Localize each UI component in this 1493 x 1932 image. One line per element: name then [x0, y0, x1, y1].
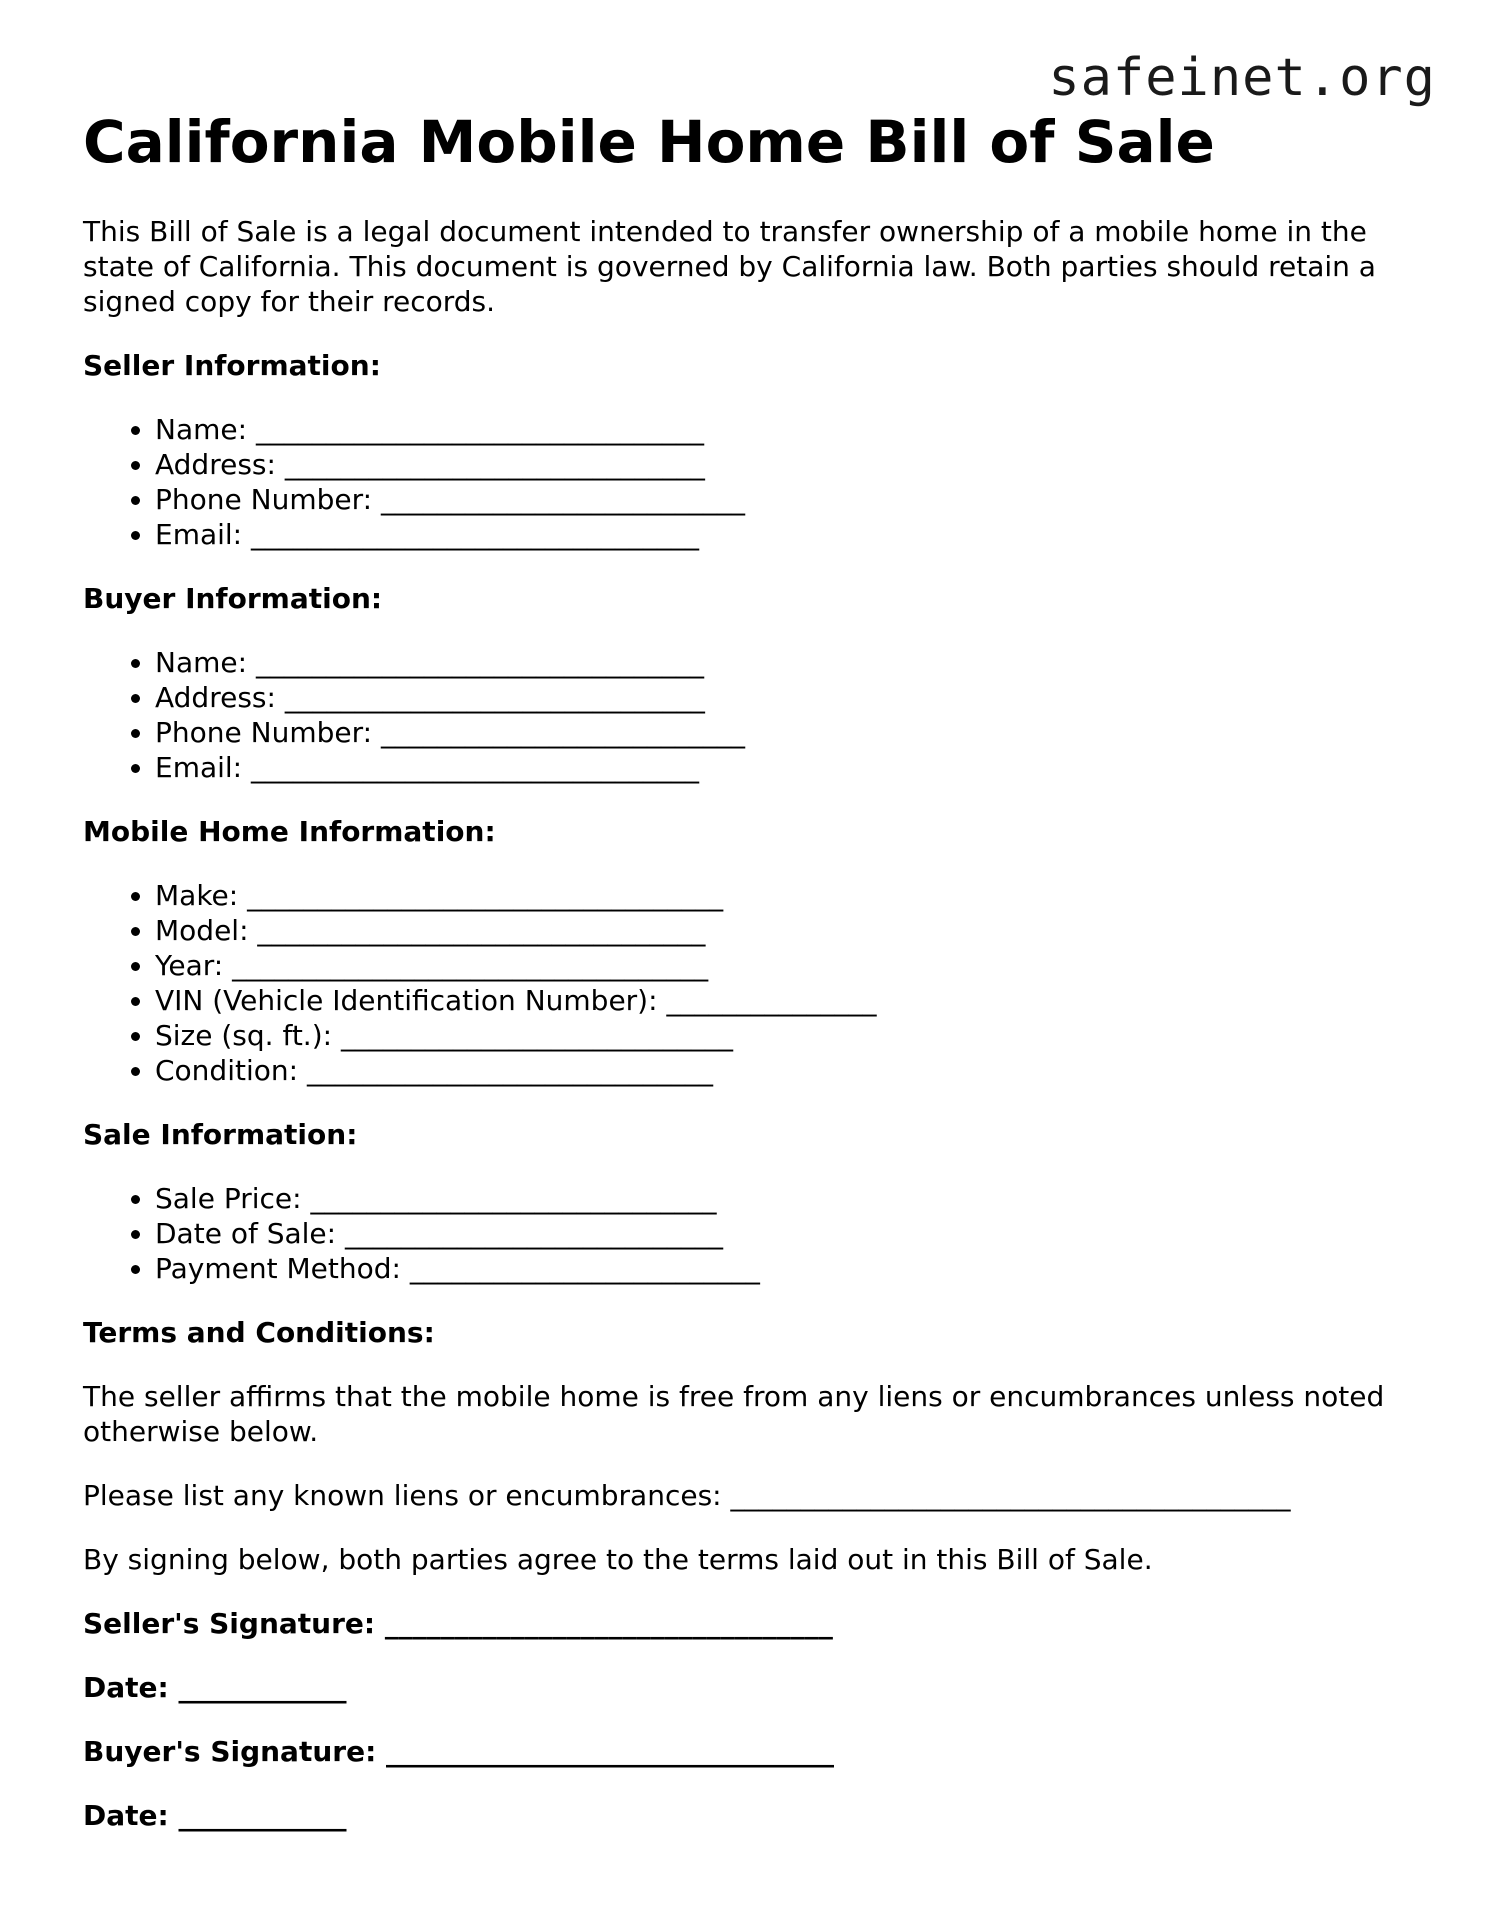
seller-date-line: Date: ____________ — [83, 1671, 347, 1704]
liens-field: Please list any known liens or encumbrances: ________________________________________ — [83, 1479, 1291, 1512]
vin-field: • VIN (Vehicle Identification Number): _______________ — [155, 983, 1423, 1018]
seller-address-field: • Address: ______________________________ — [155, 447, 1423, 482]
buyer-phone-field: • Phone Number: __________________________ — [155, 715, 1423, 750]
year-field: • Year: __________________________________ — [155, 948, 1423, 983]
terms-heading: Terms and Conditions: — [83, 1316, 435, 1349]
buyer-signature-line: Buyer's Signature: ________________________________ — [83, 1735, 835, 1768]
sale-price-field: • Sale Price: _____________________________ — [155, 1181, 1423, 1216]
buyer-email-field: • Email: ________________________________ — [155, 750, 1423, 785]
model-field: • Model: ________________________________ — [155, 913, 1423, 948]
seller-name-field: • Name: ________________________________ — [155, 412, 1423, 447]
seller-info-heading: Seller Information: — [83, 349, 381, 382]
seller-email-field: • Email: ________________________________ — [155, 517, 1423, 552]
seller-signature-line: Seller's Signature: ________________________________ — [83, 1607, 833, 1640]
mobile-home-info-heading: Mobile Home Information: — [83, 815, 496, 848]
buyer-name-field: • Name: ________________________________ — [155, 645, 1423, 680]
sale-info-heading: Sale Information: — [83, 1118, 358, 1151]
seller-phone-field: • Phone Number: __________________________ — [155, 482, 1423, 517]
document-title: California Mobile Home Bill of Sale — [83, 108, 1215, 176]
seller-info-list — [83, 412, 1423, 552]
sale-info-list — [83, 1181, 1423, 1286]
watermark: safeinet.org — [1048, 48, 1436, 108]
document-page — [83, 108, 1423, 1833]
condition-field: • Condition: _____________________________ — [155, 1053, 1423, 1088]
agreement-paragraph: By signing below, both parties agree to the terms laid out in this Bill of Sale. — [83, 1543, 1153, 1576]
buyer-info-list — [83, 645, 1423, 785]
mobile-home-info-list — [83, 878, 1423, 1088]
buyer-address-field: • Address: ______________________________ — [155, 680, 1423, 715]
buyer-date-line: Date: ____________ — [83, 1799, 347, 1832]
affirmation-paragraph: The seller affirms that the mobile home is free from any liens or encumbrances unless noted otherwise below. — [83, 1380, 1385, 1448]
sale-date-field: • Date of Sale: ___________________________ — [155, 1216, 1423, 1251]
intro-paragraph: This Bill of Sale is a legal document intended to transfer ownership of a mobile home in the state of California. This document is governed by California law. Both parties should retain a signed copy for their records. — [83, 215, 1376, 318]
payment-method-field: • Payment Method: _________________________ — [155, 1251, 1423, 1286]
make-field: • Make: __________________________________ — [155, 878, 1423, 913]
buyer-info-heading: Buyer Information: — [83, 582, 383, 615]
size-field: • Size (sq. ft.): ____________________________ — [155, 1018, 1423, 1053]
